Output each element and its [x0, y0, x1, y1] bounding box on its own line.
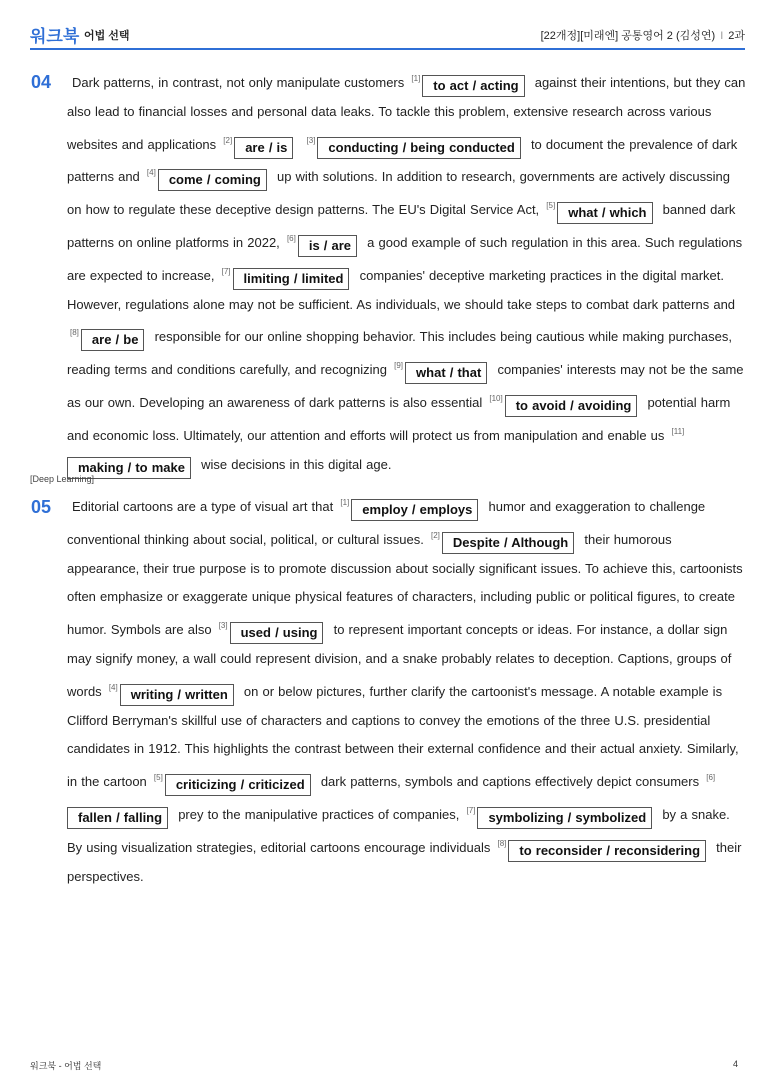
choice-box[interactable]: used / using [230, 622, 324, 644]
passage-text: up with solutions. In addition to research, governments are actively discussing on how to regulate these deceptive design patterns. The EU's Digital Service Act, [67, 169, 730, 218]
blank-number: [9] [394, 361, 404, 371]
passage-text: their humorous appearance, their true purpose is to promote discussion about socially significant issues. To achieve this, cartoonists often emphasize or exaggerate unique physical features of characters, including public or political figures, to create humor. Symbols are also [67, 531, 743, 638]
question-04-passage [67, 65, 747, 479]
blank-number: [3] [306, 135, 316, 145]
blank-number: [5] [153, 773, 163, 783]
choice-box[interactable]: limiting / limited [233, 268, 350, 290]
question-number-04: 04 [31, 72, 52, 92]
passage-text: dark patterns, symbols and captions effectively depict consumers [320, 774, 700, 790]
brand-subtitle: 어법 선택 [84, 30, 130, 42]
choice-box[interactable]: writing / written [120, 684, 234, 706]
blank-number: [10] [489, 393, 503, 403]
choice-box[interactable]: fallen / falling [67, 807, 168, 829]
blank-number: [2] [223, 135, 233, 145]
passage-text: Dark patterns, in contrast, not only manipulate customers [72, 75, 405, 90]
blank-number: [2] [431, 530, 440, 540]
choice-box[interactable]: to act / acting [422, 75, 524, 97]
passage-text: by a snake. By using visualization strategies, editorial cartoons encourage individuals [67, 806, 730, 855]
passage-text: companies' deceptive marketing practices in the digital market. However, regulations alone may not be sufficient. As individuals, we should take steps to combat dark patterns and [67, 267, 736, 312]
passage-text: prey to the manipulative practices of companies, [178, 806, 460, 822]
blank-number: [1] [340, 498, 350, 507]
passage-text: potential harm and economic loss. Ultimately, our attention and efforts will protect us from manipulation and enable us [67, 394, 731, 443]
blank-number: [1] [411, 74, 421, 83]
passage-text: a good example of such regulation in this area. Such regulations are expected to increase, [67, 234, 743, 283]
blank-number: [6] [286, 233, 296, 243]
choice-box[interactable]: conducting / being conducted [317, 137, 520, 159]
blank-number: [11] [671, 426, 685, 436]
lesson-label: 2과 [728, 30, 745, 42]
passage-text: wise decisions in this digital age. [201, 456, 392, 472]
passage-text: against their intentions, but they can also lead to financial losses and personal data leaks. To tackle this problem, extensive research across various websites and applications [67, 75, 746, 152]
passage-text: to document the prevalence of dark patterns and [67, 136, 738, 185]
course-info [541, 27, 745, 43]
choice-box[interactable]: what / which [557, 202, 652, 224]
question-05-passage [67, 489, 747, 891]
footer-title: 워크북 - 어법 선택 [30, 1061, 102, 1071]
question-number-05: 05 [31, 497, 52, 517]
page-header [30, 20, 745, 50]
choice-box[interactable]: are / be [81, 329, 145, 351]
course-title: [22개정][미래엔] 공통영어 2 (김성연) [540, 30, 716, 42]
passage-text: on or below pictures, further clarify the cartoonist's message. A notable example is Clifford Berryman's skillful use of characters and captions to convey the emotions of the three U.S. presidential candidates in 1912. This highlights the contrast between their external confidence and their actual anxiety. Similarly, in the cartoon [67, 683, 739, 790]
choice-box[interactable]: making / to make [67, 457, 191, 479]
passage-text: their perspectives. [67, 839, 742, 884]
passage-text: to represent important concepts or ideas. For instance, a dollar sign may signify money, a wall could represent division, and a snake probably relates to deception. Captions, groups of words [67, 622, 732, 699]
choice-box[interactable]: to reconsider / reconsidering [508, 840, 706, 862]
header-separator: I [720, 30, 724, 42]
choice-box[interactable]: criticizing / criticized [165, 774, 311, 796]
brand-title: 워크북 [30, 27, 80, 46]
passage-text: banned dark patterns on online platforms in 2022, [67, 202, 736, 250]
choice-box[interactable]: is / are [298, 235, 357, 257]
blank-number: [7] [221, 266, 231, 276]
passage-text: humor and exaggeration to challenge conventional thinking about social, political, or cultural issues. [67, 499, 706, 547]
blank-number: [7] [466, 805, 476, 815]
blank-number: [5] [546, 201, 556, 211]
page-number: 4 [732, 1059, 738, 1069]
choice-box[interactable]: Despite / Although [442, 532, 574, 554]
passage-text: companies' interests may not be the same as our own. Developing an awareness of dark patterns is also essential [67, 362, 744, 410]
choice-box[interactable]: what / that [405, 362, 487, 384]
choice-box[interactable]: symbolizing / symbolized [477, 807, 652, 829]
passage-text: responsible for our online shopping behavior. This includes being cautious while making purchases, reading terms and conditions carefully, and recognizing [67, 329, 732, 378]
choice-box[interactable]: are / is [234, 137, 293, 159]
blank-number: [8] [497, 838, 507, 848]
blank-number: [6] [706, 773, 716, 783]
blank-number: [8] [70, 328, 79, 338]
section-tag: [Deep Learning] [30, 474, 95, 484]
passage-text: Editorial cartoons are a type of visual art that [72, 499, 334, 514]
choice-box[interactable]: employ / employs [351, 499, 478, 521]
blank-number: [4] [108, 682, 118, 692]
choice-box[interactable]: come / coming [158, 169, 267, 191]
choice-box[interactable]: to avoid / avoiding [505, 395, 638, 417]
blank-number: [3] [218, 621, 228, 631]
blank-number: [4] [146, 168, 156, 178]
